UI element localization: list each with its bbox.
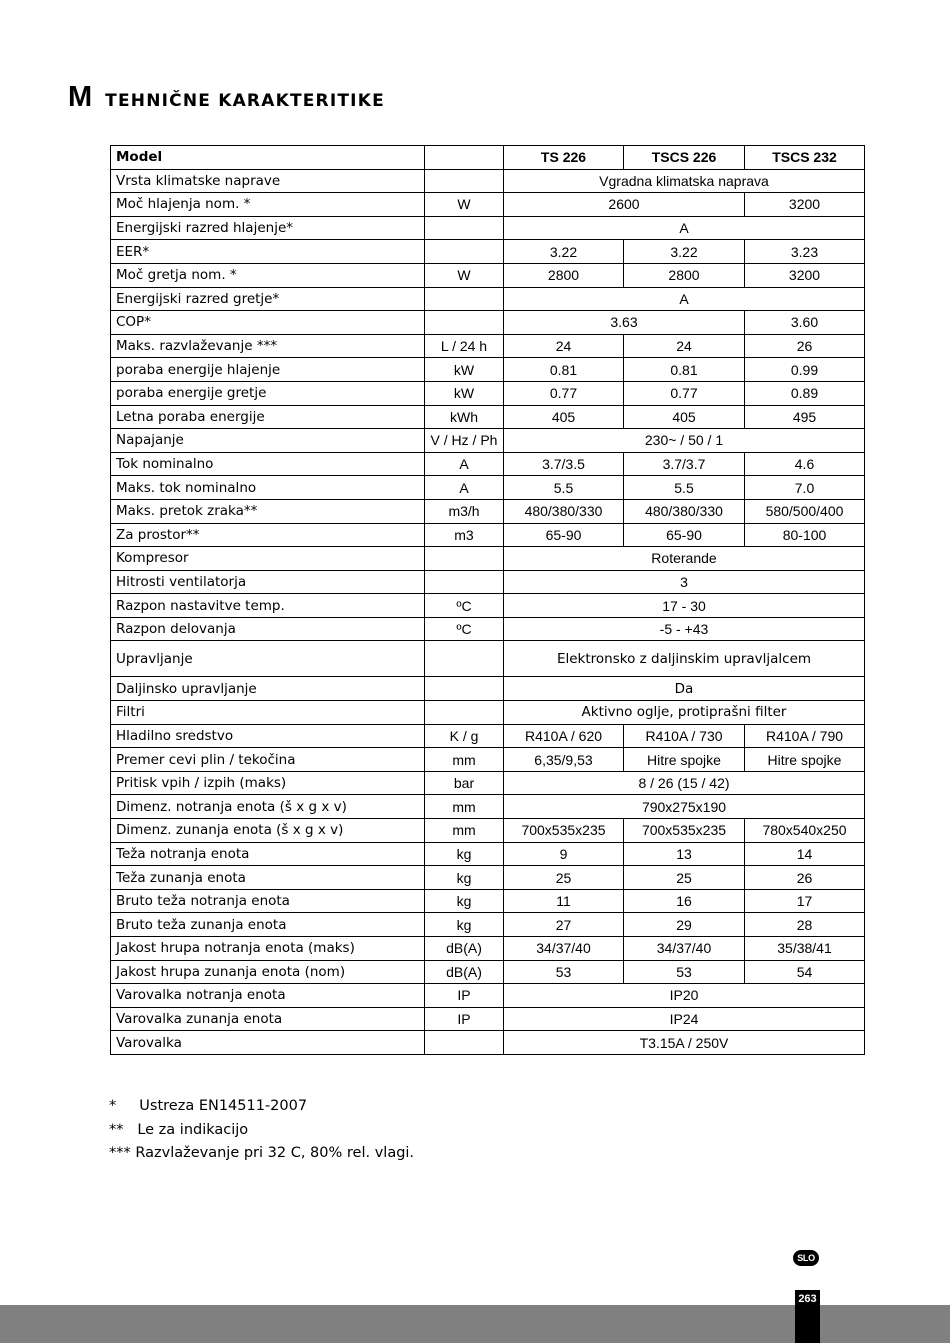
- row-label: Vrsta klimatske naprave: [111, 169, 425, 193]
- table-row: [111, 1007, 865, 1031]
- row-label: Hladilno sredstvo: [111, 724, 425, 748]
- row-label: Razpon delovanja: [111, 617, 425, 641]
- table-row: [111, 889, 865, 913]
- value-cell: TS 226: [504, 146, 624, 170]
- value-cell: IP24: [504, 1007, 865, 1031]
- table-row: [111, 499, 865, 523]
- section-letter: M: [68, 81, 93, 113]
- value-cell: 480/380/330: [504, 499, 624, 523]
- value-cell: 53: [624, 960, 745, 984]
- row-label: Maks. razvlaževanje ***: [111, 334, 425, 358]
- value-cell: 16: [624, 889, 745, 913]
- value-cell: 65-90: [624, 523, 745, 547]
- specifications-table-body: [111, 146, 865, 1055]
- table-row: [111, 641, 865, 677]
- value-cell: Elektronsko z daljinskim upravljalcem: [504, 641, 865, 677]
- row-label: Dimenz. notranja enota (š x g x v): [111, 795, 425, 819]
- footnotes: [109, 1095, 414, 1166]
- table-row: [111, 405, 865, 429]
- value-cell: 34/37/40: [624, 937, 745, 961]
- row-label: Varovalka zunanja enota: [111, 1007, 425, 1031]
- unit-cell: [425, 1031, 504, 1055]
- row-label: Filtri: [111, 701, 425, 725]
- table-row: [111, 381, 865, 405]
- row-label: Hitrosti ventilatorja: [111, 570, 425, 594]
- value-cell: Da: [504, 677, 865, 701]
- row-label: EER*: [111, 240, 425, 264]
- unit-cell: dB(A): [425, 960, 504, 984]
- unit-cell: K / g: [425, 724, 504, 748]
- unit-cell: [425, 677, 504, 701]
- row-label: Model: [111, 146, 425, 170]
- value-cell: 5.5: [504, 476, 624, 500]
- row-label: Upravljanje: [111, 641, 425, 677]
- row-label: Tok nominalno: [111, 452, 425, 476]
- row-label: Daljinsko upravljanje: [111, 677, 425, 701]
- value-cell: 480/380/330: [624, 499, 745, 523]
- value-cell: 790x275x190: [504, 795, 865, 819]
- unit-cell: [425, 169, 504, 193]
- value-cell: 6,35/9,53: [504, 748, 624, 772]
- value-cell: 26: [745, 334, 865, 358]
- value-cell: 9: [504, 842, 624, 866]
- value-cell: 3.23: [745, 240, 865, 264]
- value-cell: 17 - 30: [504, 594, 865, 618]
- unit-cell: [425, 240, 504, 264]
- value-cell: 24: [504, 334, 624, 358]
- row-label: Moč hlajenja nom. *: [111, 193, 425, 217]
- value-cell: 0.77: [504, 381, 624, 405]
- value-cell: 8 / 26 (15 / 42): [504, 771, 865, 795]
- unit-cell: IP: [425, 1007, 504, 1031]
- footnote: * Ustreza EN14511-2007: [109, 1098, 308, 1114]
- value-cell: TSCS 226: [624, 146, 745, 170]
- row-label: Teža zunanja enota: [111, 866, 425, 890]
- value-cell: Hitre spojke: [745, 748, 865, 772]
- unit-cell: L / 24 h: [425, 334, 504, 358]
- value-cell: 14: [745, 842, 865, 866]
- value-cell: 65-90: [504, 523, 624, 547]
- value-cell: TSCS 232: [745, 146, 865, 170]
- row-label: poraba energije hlajenje: [111, 358, 425, 382]
- table-row: [111, 287, 865, 311]
- value-cell: 0.89: [745, 381, 865, 405]
- table-row: [111, 594, 865, 618]
- row-label: Bruto teža notranja enota: [111, 889, 425, 913]
- row-label: Maks. tok nominalno: [111, 476, 425, 500]
- table-row: [111, 311, 865, 335]
- value-cell: 24: [624, 334, 745, 358]
- value-cell: 27: [504, 913, 624, 937]
- table-row: [111, 476, 865, 500]
- value-cell: R410A / 790: [745, 724, 865, 748]
- table-row: [111, 216, 865, 240]
- value-cell: 3.63: [504, 311, 745, 335]
- value-cell: 230~ / 50 / 1: [504, 429, 865, 453]
- table-row: [111, 819, 865, 843]
- unit-cell: A: [425, 476, 504, 500]
- table-row: [111, 547, 865, 571]
- value-cell: 80-100: [745, 523, 865, 547]
- table-row: [111, 334, 865, 358]
- unit-cell: kg: [425, 913, 504, 937]
- value-cell: 4.6: [745, 452, 865, 476]
- unit-cell: [425, 701, 504, 725]
- value-cell: 0.81: [624, 358, 745, 382]
- unit-cell: mm: [425, 819, 504, 843]
- unit-cell: [425, 311, 504, 335]
- value-cell: 0.99: [745, 358, 865, 382]
- value-cell: 3200: [745, 263, 865, 287]
- language-badge: SLO: [793, 1250, 819, 1266]
- value-cell: 580/500/400: [745, 499, 865, 523]
- section-title: TEHNIČNE KARAKTERITIKE: [105, 91, 385, 111]
- unit-cell: [425, 547, 504, 571]
- row-label: Kompresor: [111, 547, 425, 571]
- table-row: [111, 240, 865, 264]
- unit-cell: W: [425, 263, 504, 287]
- row-label: COP*: [111, 311, 425, 335]
- row-label: Bruto teža zunanja enota: [111, 913, 425, 937]
- unit-cell: mm: [425, 748, 504, 772]
- value-cell: 34/37/40: [504, 937, 624, 961]
- value-cell: Roterande: [504, 547, 865, 571]
- value-cell: R410A / 730: [624, 724, 745, 748]
- row-label: Energijski razred gretje*: [111, 287, 425, 311]
- unit-cell: kg: [425, 889, 504, 913]
- unit-cell: [425, 287, 504, 311]
- row-label: Maks. pretok zraka**: [111, 499, 425, 523]
- row-label: poraba energije gretje: [111, 381, 425, 405]
- unit-cell: [425, 216, 504, 240]
- unit-cell: dB(A): [425, 937, 504, 961]
- unit-cell: kg: [425, 866, 504, 890]
- value-cell: -5 - +43: [504, 617, 865, 641]
- section-heading: [68, 82, 385, 112]
- table-row: [111, 193, 865, 217]
- unit-cell: mm: [425, 795, 504, 819]
- value-cell: Vgradna klimatska naprava: [504, 169, 865, 193]
- value-cell: 17: [745, 889, 865, 913]
- value-cell: Aktivno oglje, protiprašni filter: [504, 701, 865, 725]
- value-cell: 25: [504, 866, 624, 890]
- table-row: [111, 429, 865, 453]
- table-row: [111, 452, 865, 476]
- table-row: [111, 842, 865, 866]
- table-row: [111, 523, 865, 547]
- value-cell: 25: [624, 866, 745, 890]
- table-row: [111, 677, 865, 701]
- value-cell: 405: [624, 405, 745, 429]
- value-cell: 28: [745, 913, 865, 937]
- unit-cell: ºC: [425, 617, 504, 641]
- value-cell: 700x535x235: [624, 819, 745, 843]
- value-cell: 780x540x250: [745, 819, 865, 843]
- value-cell: 11: [504, 889, 624, 913]
- table-row: [111, 937, 865, 961]
- unit-cell: ºC: [425, 594, 504, 618]
- page-number: 263: [798, 1293, 817, 1305]
- value-cell: 405: [504, 405, 624, 429]
- unit-cell: kW: [425, 381, 504, 405]
- row-label: Varovalka: [111, 1031, 425, 1055]
- table-row: [111, 358, 865, 382]
- row-label: Za prostor**: [111, 523, 425, 547]
- value-cell: IP20: [504, 984, 865, 1008]
- table-header-row: [111, 146, 865, 170]
- value-cell: A: [504, 216, 865, 240]
- specifications-table: [110, 145, 865, 1055]
- table-row: [111, 866, 865, 890]
- row-label: Napajanje: [111, 429, 425, 453]
- table-row: [111, 263, 865, 287]
- value-cell: 3200: [745, 193, 865, 217]
- row-label: Premer cevi plin / tekočina: [111, 748, 425, 772]
- row-label: Letna poraba energije: [111, 405, 425, 429]
- row-label: Varovalka notranja enota: [111, 984, 425, 1008]
- value-cell: Hitre spojke: [624, 748, 745, 772]
- value-cell: 3.60: [745, 311, 865, 335]
- row-label: Energijski razred hlajenje*: [111, 216, 425, 240]
- value-cell: 3: [504, 570, 865, 594]
- unit-cell: m3: [425, 523, 504, 547]
- value-cell: 35/38/41: [745, 937, 865, 961]
- value-cell: T3.15A / 250V: [504, 1031, 865, 1055]
- table-row: [111, 748, 865, 772]
- row-label: Jakost hrupa zunanja enota (nom): [111, 960, 425, 984]
- value-cell: 0.77: [624, 381, 745, 405]
- value-cell: 29: [624, 913, 745, 937]
- value-cell: R410A / 620: [504, 724, 624, 748]
- row-label: Pritisk vpih / izpih (maks): [111, 771, 425, 795]
- value-cell: 3.7/3.7: [624, 452, 745, 476]
- value-cell: 3.22: [624, 240, 745, 264]
- value-cell: 26: [745, 866, 865, 890]
- unit-cell: kWh: [425, 405, 504, 429]
- table-row: [111, 795, 865, 819]
- table-row: [111, 570, 865, 594]
- table-row: [111, 913, 865, 937]
- row-label: Teža notranja enota: [111, 842, 425, 866]
- row-label: Moč gretja nom. *: [111, 263, 425, 287]
- value-cell: 700x535x235: [504, 819, 624, 843]
- unit-cell: [425, 570, 504, 594]
- row-label: Razpon nastavitve temp.: [111, 594, 425, 618]
- unit-cell: A: [425, 452, 504, 476]
- value-cell: 2800: [624, 263, 745, 287]
- table-row: [111, 169, 865, 193]
- unit-cell: IP: [425, 984, 504, 1008]
- value-cell: 2600: [504, 193, 745, 217]
- table-row: [111, 701, 865, 725]
- unit-cell: [425, 146, 504, 170]
- unit-cell: kg: [425, 842, 504, 866]
- value-cell: 3.22: [504, 240, 624, 264]
- value-cell: 2800: [504, 263, 624, 287]
- value-cell: 53: [504, 960, 624, 984]
- value-cell: 495: [745, 405, 865, 429]
- footnote: ** Le za indikacijo: [109, 1121, 249, 1138]
- unit-cell: bar: [425, 771, 504, 795]
- table-row: [111, 984, 865, 1008]
- footnote: *** Razvlaževanje pri 32 C, 80% rel. vlagi.: [109, 1145, 415, 1161]
- row-label: Dimenz. zunanja enota (š x g x v): [111, 819, 425, 843]
- value-cell: A: [504, 287, 865, 311]
- unit-cell: kW: [425, 358, 504, 382]
- value-cell: 3.7/3.5: [504, 452, 624, 476]
- table-row: [111, 771, 865, 795]
- value-cell: 7.0: [745, 476, 865, 500]
- value-cell: 5.5: [624, 476, 745, 500]
- row-label: Jakost hrupa notranja enota (maks): [111, 937, 425, 961]
- unit-cell: m3/h: [425, 499, 504, 523]
- unit-cell: W: [425, 193, 504, 217]
- table-row: [111, 1031, 865, 1055]
- table-row: [111, 960, 865, 984]
- unit-cell: V / Hz / Ph: [425, 429, 504, 453]
- table-row: [111, 617, 865, 641]
- table-row: [111, 724, 865, 748]
- unit-cell: [425, 641, 504, 677]
- value-cell: 54: [745, 960, 865, 984]
- value-cell: 13: [624, 842, 745, 866]
- value-cell: 0.81: [504, 358, 624, 382]
